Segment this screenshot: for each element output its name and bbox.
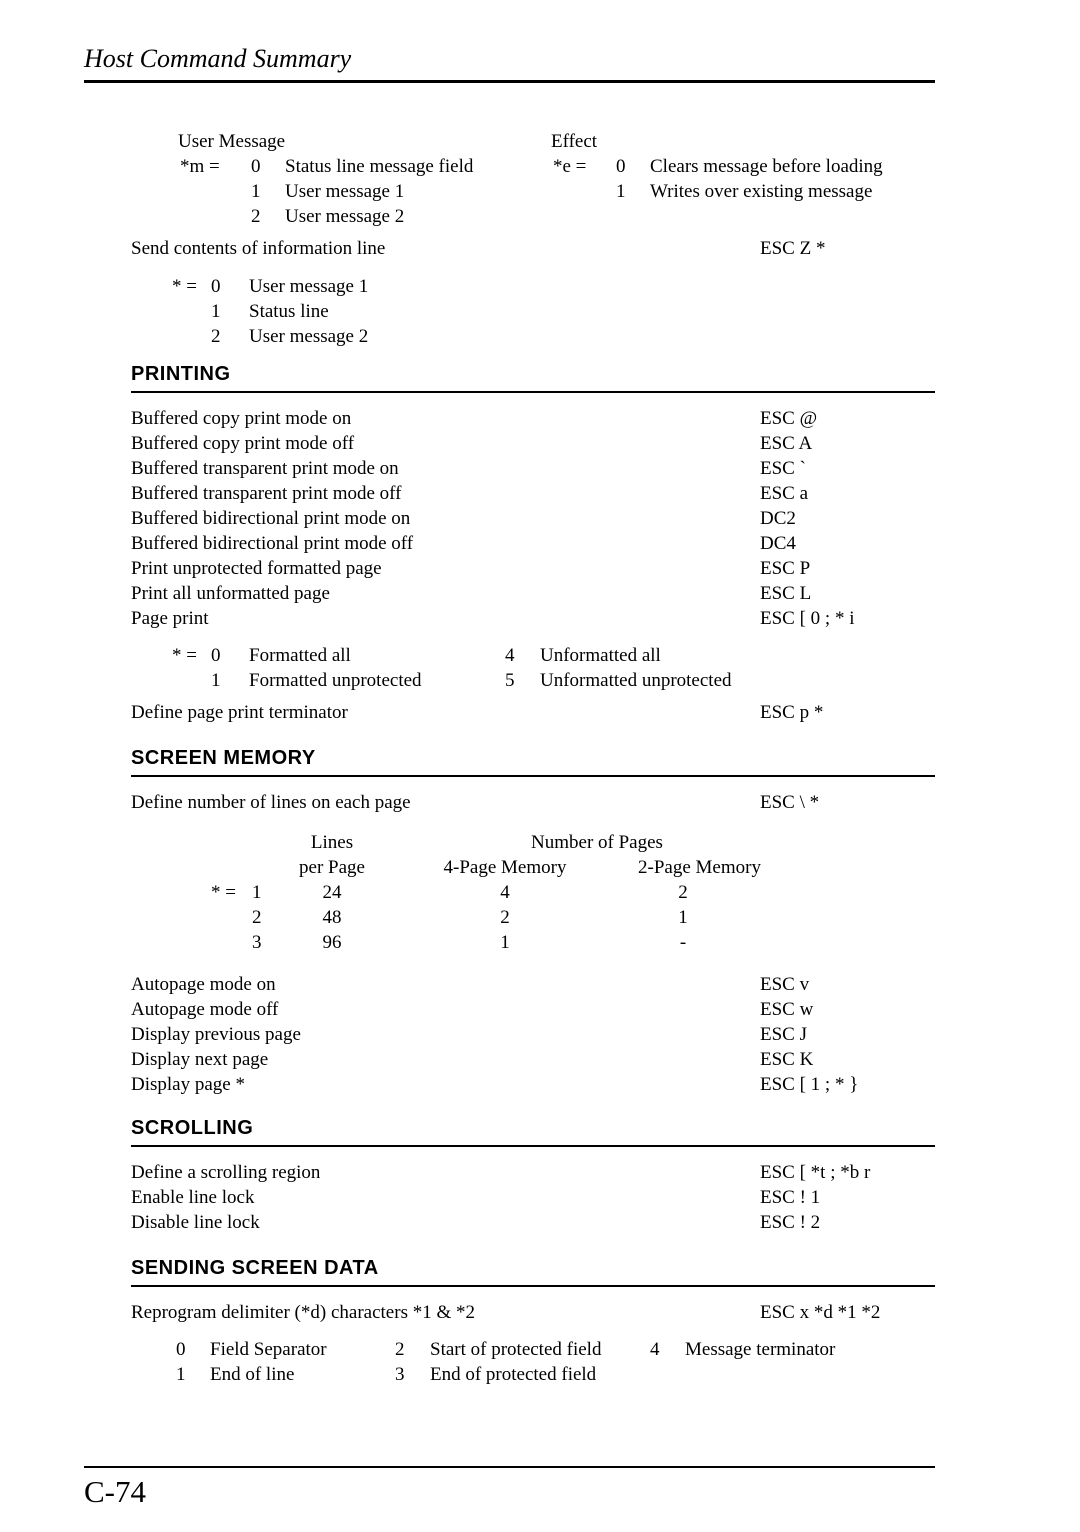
command-code: ESC [ 1 ; * } xyxy=(760,1074,859,1095)
param-description: User message 2 xyxy=(285,206,405,227)
param-description: User message 1 xyxy=(285,181,405,202)
param-row xyxy=(131,204,504,229)
param-value: 5 xyxy=(505,670,515,691)
command-description: Buffered copy print mode on xyxy=(131,408,352,429)
param-value: 1 xyxy=(211,301,221,322)
command-row xyxy=(131,506,935,531)
param-prefix: *m = xyxy=(180,156,220,177)
command-code: ESC ! 2 xyxy=(760,1212,821,1233)
section-heading-scrolling: SCROLLING xyxy=(131,1117,935,1147)
command-description: Page print xyxy=(131,608,209,629)
param-description: Status line message field xyxy=(285,156,474,177)
param-description: Message terminator xyxy=(685,1339,836,1360)
command-row xyxy=(131,431,935,456)
command-code: ESC p * xyxy=(760,702,824,723)
command-description: Autopage mode off xyxy=(131,999,279,1020)
param-value: 1 xyxy=(252,882,262,903)
command-code: ESC Z * xyxy=(760,238,826,259)
command-row xyxy=(131,556,935,581)
param-value xyxy=(650,1362,685,1387)
command-row xyxy=(131,1047,935,1072)
param-value: 2 xyxy=(252,907,262,928)
command-row xyxy=(131,1072,935,1097)
param-value: 3 xyxy=(252,932,262,953)
command-row xyxy=(131,790,935,815)
param-row xyxy=(131,179,504,204)
param-prefix xyxy=(211,930,252,955)
page-title: Host Command Summary xyxy=(84,44,352,73)
command-code: ESC A xyxy=(760,433,813,454)
param-value: 0 xyxy=(251,156,261,177)
command-code: ESC v xyxy=(760,974,810,995)
table-row xyxy=(131,930,935,955)
printing-commands xyxy=(131,406,935,631)
command-code: ESC J xyxy=(760,1024,807,1045)
command-code: ESC \ * xyxy=(760,792,820,813)
table-row xyxy=(131,905,935,930)
scrolling-commands xyxy=(131,1160,935,1235)
command-description: Buffered transparent print mode on xyxy=(131,458,399,479)
command-description: Define number of lines on each page xyxy=(131,792,411,813)
param-description: End of line xyxy=(210,1364,295,1385)
page-header xyxy=(84,44,935,83)
column-header-2-page-memory: 2-Page Memory xyxy=(638,857,761,878)
cell-2-page: - xyxy=(679,932,687,953)
command-description: Display next page xyxy=(131,1049,269,1070)
screen-memory-table xyxy=(131,830,935,955)
section-heading-printing: PRINTING xyxy=(131,363,935,393)
command-row xyxy=(131,236,935,261)
cell-4-page: 1 xyxy=(500,932,510,953)
command-row xyxy=(131,1185,935,1210)
column-header-per-page: per Page xyxy=(299,857,365,878)
param-description: Start of protected field xyxy=(430,1339,602,1360)
user-message-block xyxy=(131,129,935,229)
param-value: 0 xyxy=(616,156,626,177)
user-message-heading: User Message xyxy=(178,131,286,152)
param-value: 2 xyxy=(211,326,221,347)
command-description: Send contents of information line xyxy=(131,238,386,259)
column-header-4-page-memory: 4-Page Memory xyxy=(443,857,567,878)
command-code: ESC [ 0 ; * i xyxy=(760,608,855,629)
param-prefix xyxy=(172,324,211,349)
command-description: Print unprotected formatted page xyxy=(131,558,382,579)
command-code: DC4 xyxy=(760,533,796,554)
param-value: 4 xyxy=(650,1339,660,1360)
command-code: ESC ! 1 xyxy=(760,1187,821,1208)
command-description: Buffered bidirectional print mode off xyxy=(131,533,414,554)
effect-column xyxy=(504,129,935,229)
param-prefix xyxy=(211,905,252,930)
table-row xyxy=(131,880,935,905)
command-description: Buffered copy print mode off xyxy=(131,433,355,454)
command-row xyxy=(131,531,935,556)
param-prefix: * = xyxy=(172,645,197,666)
command-description: Reprogram delimiter (*d) characters *1 & *2 xyxy=(131,1302,475,1323)
cell-lines: 96 xyxy=(322,932,342,953)
section-heading-sending-screen-data: SENDING SCREEN DATA xyxy=(131,1257,935,1287)
command-code: ESC L xyxy=(760,583,812,604)
page-content xyxy=(131,129,935,1387)
printing-params xyxy=(131,643,935,693)
command-row xyxy=(131,1300,935,1325)
param-description: Formatted all xyxy=(249,645,351,666)
command-row xyxy=(131,1160,935,1185)
command-row xyxy=(131,972,935,997)
param-value: 0 xyxy=(176,1339,186,1360)
param-description: Unformatted all xyxy=(540,645,661,666)
param-description: Formatted unprotected xyxy=(249,670,422,691)
param-prefix xyxy=(553,179,616,204)
param-prefix xyxy=(180,179,251,204)
param-value: 0 xyxy=(211,645,221,666)
command-row xyxy=(131,997,935,1022)
command-code: ESC w xyxy=(760,999,814,1020)
command-description: Disable line lock xyxy=(131,1212,260,1233)
param-row xyxy=(131,274,935,299)
section-heading-screen-memory: SCREEN MEMORY xyxy=(131,747,935,777)
command-description: Buffered transparent print mode off xyxy=(131,483,402,504)
cell-2-page: 1 xyxy=(678,907,688,928)
command-description: Autopage mode on xyxy=(131,974,276,995)
param-prefix xyxy=(172,668,211,693)
cell-4-page: 2 xyxy=(500,907,510,928)
cell-2-page: 2 xyxy=(678,882,688,903)
command-description: Define a scrolling region xyxy=(131,1162,321,1183)
screen-memory-commands xyxy=(131,972,935,1097)
command-row xyxy=(131,1022,935,1047)
param-value: 3 xyxy=(395,1364,405,1385)
sending-screen-data-params xyxy=(131,1337,935,1387)
column-header-lines: Lines xyxy=(310,832,354,853)
param-description: Clears message before loading xyxy=(650,156,883,177)
param-prefix: *e = xyxy=(553,156,587,177)
command-code: ESC @ xyxy=(760,408,818,429)
param-prefix xyxy=(180,204,251,229)
param-value: 1 xyxy=(616,181,626,202)
param-value: 1 xyxy=(251,181,261,202)
param-row xyxy=(504,179,935,204)
param-row xyxy=(131,643,935,668)
command-code: ESC x *d *1 *2 xyxy=(760,1302,881,1323)
user-message-column xyxy=(131,129,504,229)
command-description: Print all unformatted page xyxy=(131,583,330,604)
command-row xyxy=(131,581,935,606)
command-row xyxy=(131,700,935,725)
param-prefix xyxy=(172,299,211,324)
command-description: Display page * xyxy=(131,1074,245,1095)
page-footer xyxy=(84,1466,935,1511)
page-number: C-74 xyxy=(84,1474,146,1509)
param-row xyxy=(504,154,935,179)
param-description: User message 1 xyxy=(249,276,369,297)
param-value: 1 xyxy=(211,670,221,691)
send-info-params xyxy=(131,274,935,349)
param-value: 4 xyxy=(505,645,515,666)
param-row xyxy=(131,1337,935,1362)
param-description: Status line xyxy=(249,301,329,322)
param-value: 0 xyxy=(211,276,221,297)
table-header-row xyxy=(131,855,935,880)
table-header-row xyxy=(131,830,935,855)
param-description: Writes over existing message xyxy=(650,181,873,202)
command-row xyxy=(131,606,935,631)
command-row xyxy=(131,406,935,431)
command-row xyxy=(131,481,935,506)
command-description: Buffered bidirectional print mode on xyxy=(131,508,411,529)
param-prefix: * = xyxy=(172,276,197,297)
column-header-number-of-pages: Number of Pages xyxy=(531,832,663,853)
command-description: Define page print terminator xyxy=(131,702,348,723)
param-row xyxy=(131,154,504,179)
command-description: Enable line lock xyxy=(131,1187,255,1208)
param-row xyxy=(131,1362,935,1387)
param-value: 1 xyxy=(176,1364,186,1385)
param-row xyxy=(131,668,935,693)
command-code: DC2 xyxy=(760,508,796,529)
command-code: ESC [ *t ; *b r xyxy=(760,1162,871,1183)
cell-lines: 24 xyxy=(322,882,342,903)
cell-4-page: 4 xyxy=(500,882,510,903)
command-row xyxy=(131,1210,935,1235)
command-description: Display previous page xyxy=(131,1024,301,1045)
param-value: 2 xyxy=(251,206,261,227)
effect-heading: Effect xyxy=(551,131,598,152)
param-row xyxy=(131,324,935,349)
command-code: ESC P xyxy=(760,558,811,579)
param-value: 2 xyxy=(395,1339,405,1360)
param-row xyxy=(131,299,935,324)
param-prefix: * = xyxy=(211,882,236,903)
param-description: Unformatted unprotected xyxy=(540,670,732,691)
param-description: End of protected field xyxy=(430,1364,597,1385)
command-code: ESC K xyxy=(760,1049,814,1070)
command-row xyxy=(131,456,935,481)
param-description: Field Separator xyxy=(210,1339,327,1360)
cell-lines: 48 xyxy=(322,907,342,928)
param-description: User message 2 xyxy=(249,326,369,347)
command-code: ESC ` xyxy=(760,458,806,479)
command-code: ESC a xyxy=(760,483,809,504)
